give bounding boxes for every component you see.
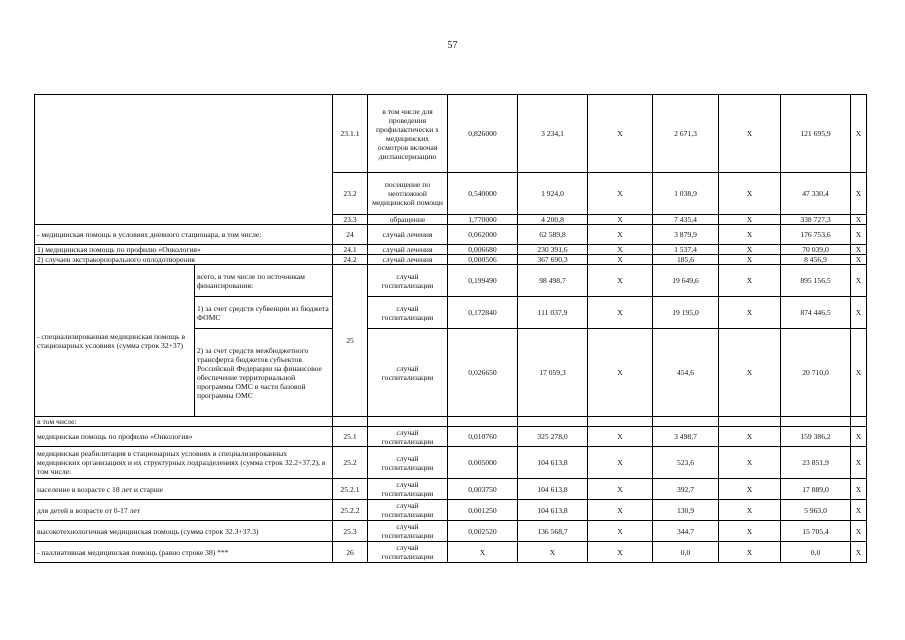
row-code: 24 [333,225,368,245]
value-cell: X [851,447,867,479]
value-cell: 338 727,3 [781,215,851,225]
empty-cell [719,417,781,427]
unit-cell: случай госпитализации [368,297,448,329]
row-name: - специализированная медицинская помощь в стационарных условиях (сумма строк 32+37) [35,265,195,417]
empty-cell [653,417,719,427]
row-code: 25.3 [333,521,368,542]
value-cell: X [588,427,653,447]
value-cell: X [719,173,781,215]
value-cell: 20 710,0 [781,329,851,417]
value-cell: 121 695,9 [781,95,851,173]
row-name: 2) случаев экстракорпорального оплодотворения [35,255,333,265]
value-cell: X [719,521,781,542]
value-cell: X [719,542,781,563]
empty-cell [588,417,653,427]
table-row [35,417,867,427]
norm-cell: 0,002520 [448,521,518,542]
table-row [35,95,867,173]
cost-cell: 62 589,8 [518,225,588,245]
value-cell: 185,6 [653,255,719,265]
value-cell: 523,6 [653,447,719,479]
cost-cell: 104 613,8 [518,479,588,500]
value-cell: X [588,500,653,521]
value-cell: X [851,427,867,447]
value-cell: 159 386,2 [781,427,851,447]
value-cell: 2 671,3 [653,95,719,173]
row-subname: всего, в том числе по источникам финансирования: [195,265,333,297]
unit-cell: случай госпитализации [368,500,448,521]
value-cell: X [719,447,781,479]
empty-cell [781,417,851,427]
table-row [35,265,867,297]
empty-cell [448,417,518,427]
table-row [35,500,867,521]
row-code: 25.1 [333,427,368,447]
cost-cell: 3 234,1 [518,95,588,173]
value-cell: X [588,255,653,265]
value-cell: X [851,329,867,417]
norm-cell: 0,006680 [448,245,518,255]
row-name: высокотехнологичная медицинская помощь (сумма строк 32.3+37.3) [35,521,333,542]
value-cell: X [851,255,867,265]
value-cell: X [719,427,781,447]
value-cell: X [588,329,653,417]
cost-cell: 98 498,7 [518,265,588,297]
value-cell: X [719,95,781,173]
value-cell: 17 889,0 [781,479,851,500]
unit-cell: случай госпитализации [368,521,448,542]
empty-name-cell [35,95,333,225]
value-cell: 3 879,9 [653,225,719,245]
value-cell: X [851,542,867,563]
value-cell: X [588,479,653,500]
value-cell: X [588,542,653,563]
value-cell: X [719,215,781,225]
value-cell: X [719,500,781,521]
cost-cell: 325 278,0 [518,427,588,447]
row-code: 24.2 [333,255,368,265]
value-cell: X [851,245,867,255]
table-row [35,447,867,479]
cost-cell: X [518,542,588,563]
table-row [35,255,867,265]
value-cell: 344,7 [653,521,719,542]
empty-cell [518,417,588,427]
value-cell: X [851,479,867,500]
cost-cell: 104 613,8 [518,447,588,479]
value-cell: X [719,329,781,417]
norm-cell: X [448,542,518,563]
unit-cell: случай госпитализации [368,329,448,417]
value-cell: X [719,297,781,329]
norm-cell: 0,199490 [448,265,518,297]
value-cell: 1 038,9 [653,173,719,215]
table-row [35,542,867,563]
table-row [35,479,867,500]
norm-cell: 0,010760 [448,427,518,447]
row-code: 25.2.2 [333,500,368,521]
value-cell: 176 753,6 [781,225,851,245]
value-cell: X [719,255,781,265]
value-cell: 0,0 [653,542,719,563]
value-cell: X [588,173,653,215]
row-code: 26 [333,542,368,563]
unit-cell: случай лечения [368,225,448,245]
row-code: 25.2 [333,447,368,479]
value-cell: X [588,447,653,479]
norm-cell: 0,005000 [448,447,518,479]
cost-cell: 104 613,8 [518,500,588,521]
unit-cell: случай лечения [368,245,448,255]
value-cell: X [588,225,653,245]
row-code: 23.1.1 [333,95,368,173]
value-cell: X [719,265,781,297]
value-cell: 19 195,0 [653,297,719,329]
empty-cell [368,417,448,427]
norm-cell: 0,000506 [448,255,518,265]
table-row [35,427,867,447]
norm-cell: 0,026650 [448,329,518,417]
table-row [35,245,867,255]
value-cell: X [719,225,781,245]
value-cell: X [851,95,867,173]
value-cell: X [719,245,781,255]
value-cell: X [851,225,867,245]
unit-cell: случай госпитализации [368,542,448,563]
value-cell: X [851,297,867,329]
row-name: для детей в возрасте от 0-17 лет [35,500,333,521]
value-cell: X [588,265,653,297]
unit-cell: посещение по неотложной медицинской помощи [368,173,448,215]
table-row [35,521,867,542]
page-number: 57 [447,40,458,51]
unit-cell: случай госпитализации [368,479,448,500]
value-cell: 392,7 [653,479,719,500]
norm-cell: 0,003750 [448,479,518,500]
empty-cell [851,417,867,427]
value-cell: 874 446,5 [781,297,851,329]
empty-cell [333,417,368,427]
row-name: медицинская реабилитация в стационарных условиях в специализированных медицинских организациях и их структурных подразделениях (сумма строк 32.2+37.2), в том числе: [35,447,333,479]
unit-cell: случай лечения [368,255,448,265]
value-cell: 895 156,5 [781,265,851,297]
row-code: 25 [333,265,368,417]
financing-table [34,94,867,563]
cost-cell: 17 059,3 [518,329,588,417]
row-subname: 2) за счет средств межбюджетного трансферта бюджетов субъектов Российской Федерации на финансовое обеспечение территориальной программы ОМС в части базовой программы ОМС [195,329,333,417]
value-cell: 7 435,4 [653,215,719,225]
cost-cell: 136 568,7 [518,521,588,542]
value-cell: 454,6 [653,329,719,417]
value-cell: X [851,521,867,542]
value-cell: 23 851,9 [781,447,851,479]
norm-cell: 0,540000 [448,173,518,215]
value-cell: 130,9 [653,500,719,521]
value-cell: X [588,245,653,255]
value-cell: 0,0 [781,542,851,563]
cost-cell: 1 924,0 [518,173,588,215]
value-cell: 3 498,7 [653,427,719,447]
row-name: в том числе: [35,417,333,427]
table-row [35,225,867,245]
unit-cell: случай госпитализации [368,265,448,297]
norm-cell: 0,001250 [448,500,518,521]
value-cell: X [851,173,867,215]
value-cell: X [851,215,867,225]
value-cell: 1 537,4 [653,245,719,255]
unit-cell: обращение [368,215,448,225]
value-cell: 15 705,4 [781,521,851,542]
row-code: 23.2 [333,173,368,215]
value-cell: 8 456,9 [781,255,851,265]
row-name: медицинская помощь по профилю «Онкология» [35,427,333,447]
row-code: 24.1 [333,245,368,255]
norm-cell: 1,770000 [448,215,518,225]
cost-cell: 230 391,6 [518,245,588,255]
row-name: 1) медицинская помощь по профилю «Онкология» [35,245,333,255]
norm-cell: 0,062000 [448,225,518,245]
value-cell: 47 330,4 [781,173,851,215]
norm-cell: 0,826000 [448,95,518,173]
unit-cell: случай госпитализации [368,427,448,447]
norm-cell: 0,172840 [448,297,518,329]
value-cell: X [588,95,653,173]
cost-cell: 367 690,3 [518,255,588,265]
value-cell: X [588,215,653,225]
row-code: 23.3 [333,215,368,225]
value-cell: 19 649,6 [653,265,719,297]
value-cell: X [719,479,781,500]
row-code: 25.2.1 [333,479,368,500]
value-cell: X [851,500,867,521]
unit-cell: случай госпитализации [368,447,448,479]
value-cell: X [851,265,867,297]
value-cell: 5 963,0 [781,500,851,521]
value-cell: 70 039,0 [781,245,851,255]
value-cell: X [588,297,653,329]
row-name: - медицинская помощь в условиях дневного стационара, в том числе: [35,225,333,245]
cost-cell: 4 200,8 [518,215,588,225]
cost-cell: 111 037,9 [518,297,588,329]
unit-cell: в том числе для проведения профилактически х медицинских осмотров включая диспансеризацию [368,95,448,173]
row-name: - паллиативная медицинская помощь (равно строке 38) *** [35,542,333,563]
value-cell: X [588,521,653,542]
row-subname: 1) за счет средств субвенции из бюджета ФОМС [195,297,333,329]
row-name: население в возрасте с 18 лет и старше [35,479,333,500]
